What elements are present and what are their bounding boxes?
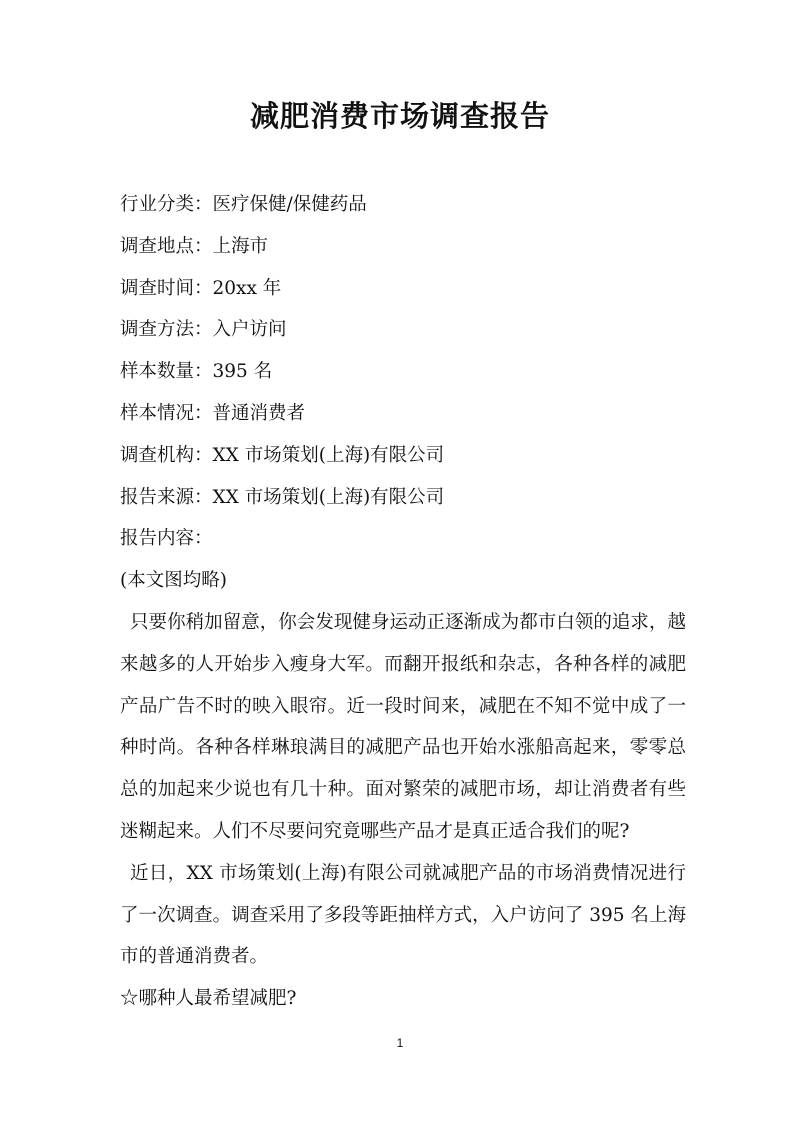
- paragraph-survey: 近日，XX 市场策划(上海)有限公司就减肥产品的市场消费情况进行了一次调查。调查采用了多段等距抽样方式，入户访问了 395 名上海市的普通消费者。: [120, 862, 686, 968]
- section-heading: ☆哪种人最希望减肥?: [120, 988, 297, 1010]
- meta-sample-profile: 样本情况：普通消费者: [120, 402, 306, 424]
- document-title: 减肥消费市场调查报告: [249, 99, 550, 133]
- document-body: [120, 184, 686, 1020]
- figure-note: (本文图均略): [120, 570, 227, 592]
- meta-location: 调查地点：上海市: [120, 235, 269, 257]
- meta-time: 调查时间：20xx 年: [120, 277, 282, 299]
- meta-method: 调查方法：入户访问: [120, 319, 287, 341]
- meta-source: 报告来源：XX 市场策划(上海)有限公司: [120, 486, 445, 508]
- meta-industry: 行业分类：医疗保健/保健药品: [120, 194, 367, 215]
- meta-organization: 调查机构：XX 市场策划(上海)有限公司: [120, 444, 445, 466]
- meta-content-label: 报告内容：: [120, 528, 213, 550]
- paragraph-intro: 只要你稍加留意，你会发现健身运动正逐渐成为都市白领的追求，越来越多的人开始步入瘦身大军。而翻开报纸和杂志，各种各样的减肥产品广告不时的映入眼帘。近一段时间来，减肥在不知不觉中成了一种时尚。各种各样琳琅满目的减肥产品也开始水涨船高起来，零零总总的加起来少说也有几十种。面对繁荣的减肥市场，却让消费者有些迷糊起来。人们不尽要问究竟哪些产品才是真正适合我们的呢?: [120, 611, 686, 842]
- page-number: 1: [396, 1036, 404, 1050]
- meta-sample-size: 样本数量：395 名: [120, 361, 273, 383]
